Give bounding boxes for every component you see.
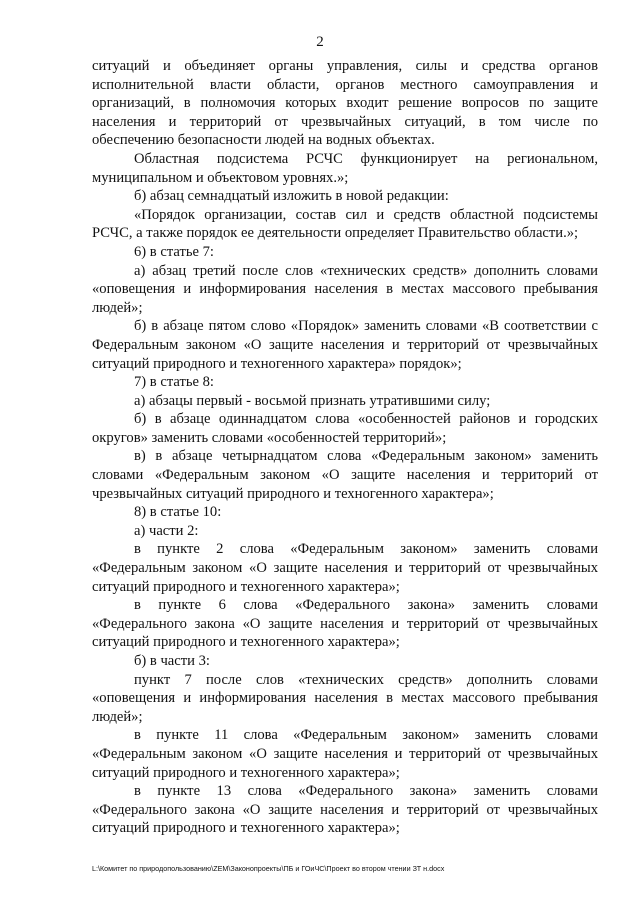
paragraph: б) в абзаце одиннадцатом слова «особенностей районов и городских округов» заменить словами «особенностей территорий»; — [92, 411, 598, 446]
document-body — [92, 57, 598, 838]
paragraph: в пункте 2 слова «Федеральным законом» заменить словами «Федеральным законом «О защите населения и территорий от чрезвычайных ситуаций природного и техногенного характера»; — [92, 541, 598, 595]
paragraph: 7) в статье 8: — [134, 374, 214, 391]
page-number: 2 — [316, 34, 324, 50]
paragraph: б) в абзаце пятом слово «Порядок» заменить словами «В соответствии с Федеральным законом «О защите населения и территорий от чрезвычайных ситуаций природного и техногенного характера» порядок»; — [92, 318, 598, 372]
paragraph: пункт 7 после слов «технических средств» дополнить словами «оповещения и информирования населения в местах массового пребывания людей»; — [92, 671, 598, 725]
paragraph: б) в части 3: — [134, 653, 210, 669]
paragraph: 8) в статье 10: — [134, 504, 222, 521]
paragraph: в пункте 13 слова «Федерального закона» заменить словами «Федерального закона «О защите населения и территорий от чрезвычайных ситуаций природного и техногенного характера»; — [92, 783, 598, 837]
paragraph: в) в абзаце четырнадцатом слова «Федеральным законом» заменить словами «Федеральным законом «О защите населения и территорий от чрезвычайных ситуаций природного и техногенного характера»; — [92, 448, 598, 502]
paragraph: в пункте 11 слова «Федеральным законом» заменить словами «Федеральным законом «О защите населения и территорий от чрезвычайных ситуаций природного и техногенного характера»; — [92, 727, 598, 781]
paragraph: «Порядок организации, состав сил и средств областной подсистемы РСЧС, а также порядок ее деятельности определяет Правительство области.»; — [92, 206, 598, 242]
paragraph: 6) в статье 7: — [134, 243, 214, 260]
paragraph: в пункте 6 слова «Федерального закона» заменить словами «Федерального закона «О защите населения и территорий от чрезвычайных ситуаций природного и техногенного характера»; — [92, 597, 598, 651]
paragraph: б) абзац семнадцатый изложить в новой редакции: — [134, 188, 449, 205]
paragraph-continuation: ситуаций и объединяет органы управления, силы и средства органов исполнительной власти области, органов местного самоуправления и организаций, в полномочия которых входит решение вопросов по защите населения и территорий от чрезвычайных ситуаций, в том числе по обеспечению безопасности людей на водных объектах. — [92, 58, 598, 149]
paragraph: а) абзацы первый - восьмой признать утратившими силу; — [134, 392, 491, 409]
paragraph: а) абзац третий после слов «технических средств» дополнить словами «оповещения и информирования населения в местах массового пребывания людей»; — [92, 262, 598, 316]
paragraph: Областная подсистема РСЧС функционирует на региональном, муниципальном и объектовом уровнях.»; — [92, 150, 598, 186]
paragraph: а) части 2: — [134, 522, 199, 539]
file-path-footer: L:\Комитет по природопользованию\ZEM\Законопроекты\ПБ и ГОиЧС\Проект во втором чтении ЗТ н.docx — [92, 864, 445, 873]
